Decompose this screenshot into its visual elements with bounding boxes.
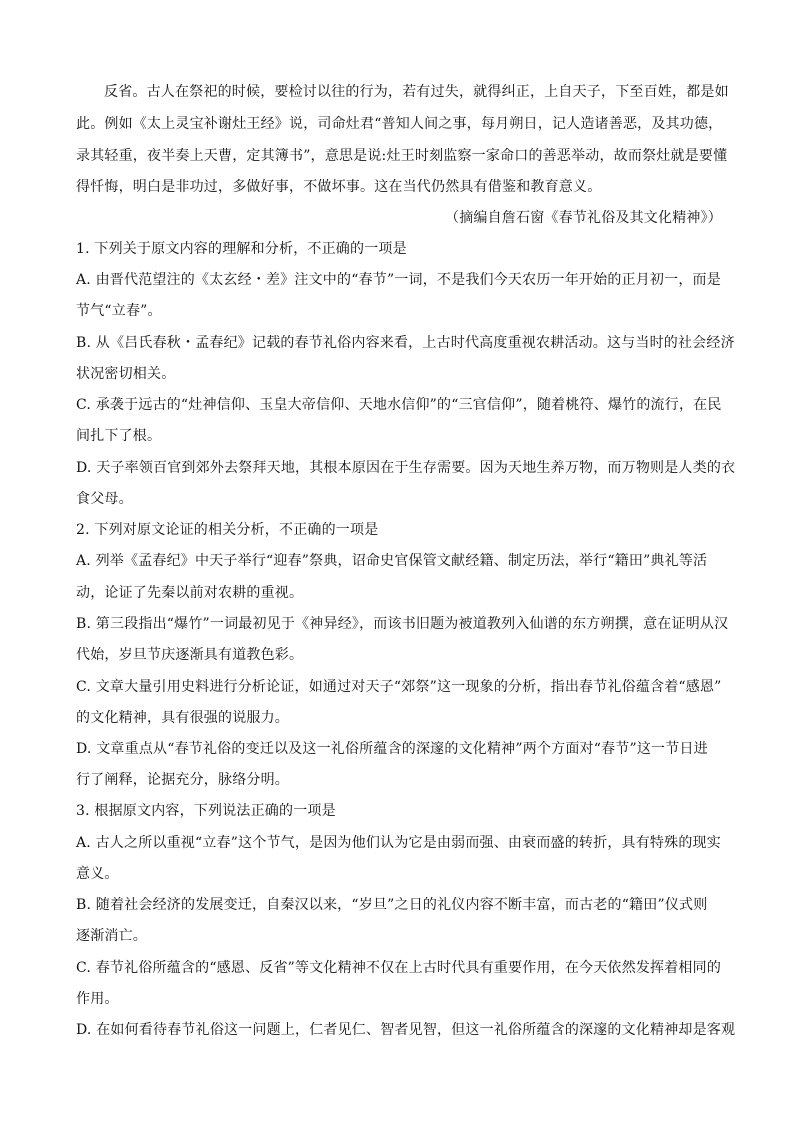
question-2-option-a-line-1: A. 列举《孟春纪》中天子举行“迎春”祭典，诏命史官保管文献经籍、制定历法，举行“籍田”典礼等活 [76, 553, 708, 569]
passage-line-1: 反省。古人在祭祀的时候，要检讨以往的行为，若有过失，就得纠正，上自天子，下至百姓，都是如 [104, 84, 729, 100]
passage-line-2: 此。例如《太上灵宝补谢灶王经》说，司命灶君“普知人间之事，每月朔日，记人造诸善恶，及其功德， [76, 116, 723, 132]
question-1-option-c-line-2: 间扎下了根。 [76, 428, 162, 444]
question-1-option-d-line-2: 食父母。 [76, 491, 133, 507]
passage-source: （摘编自詹石窗《春节礼俗及其文化精神》） [445, 210, 722, 226]
question-1-option-a-line-1: A. 由晋代范望注的《太玄经・差》注文中的“春节”一词，不是我们今天农历一年开始的正月初一，而是 [76, 272, 721, 288]
question-2-stem: 2. 下列对原文论证的相关分析，不正确的一项是 [76, 522, 379, 538]
question-2-option-b-line-1: B. 第三段指出“爆竹”一词最初见于《神异经》，而该书旧题为被道教列入仙谱的东方朔撰，意在证明从汉 [76, 616, 729, 632]
question-1-option-d-line-1: D. 天子率领百官到郊外去祭拜天地，其根本原因在于生存需要。因为天地生养万物，而万物则是人类的衣 [76, 460, 736, 476]
question-1-option-b-line-1: B. 从《吕氏春秋・孟春纪》记载的春节礼俗内容来看，上古时代高度重视农耕活动。这与当时的社会经济 [76, 335, 735, 351]
question-3-option-a-line-2: 意义。 [76, 866, 119, 882]
question-1-option-a-line-2: 节气“立春”。 [76, 303, 162, 319]
question-2-option-d-line-1: D. 文章重点从“春节礼俗的变迁以及这一礼俗所蕴含的深邃的文化精神”两个方面对“春节”这一节日进 [76, 741, 708, 757]
passage-line-4: 得忏悔，明白是非功过，多做好事，不做坏事。这在当代仍然具有借鉴和教育意义。 [76, 179, 602, 195]
question-3-option-c-line-1: C. 春节礼俗所蕴含的“感恩、反省”等文化精神不仅在上古时代具有重要作用，在今天依然发挥着相同的 [76, 960, 722, 976]
passage-line-3: 录其轻重，夜半奏上天曹，定其簿书”，意思是说:灶王时刻监察一家命口的善恶举动，故而祭灶就是要懂 [76, 148, 728, 164]
question-3-option-b-line-1: B. 随着社会经济的发展变迁，自秦汉以来，“岁旦”之日的礼仪内容不断丰富，而古老的“籍田”仪式则 [76, 897, 708, 913]
question-2-option-d-line-2: 行了阐释，论据充分，脉络分明。 [76, 772, 289, 788]
question-1-stem: 1. 下列关于原文内容的理解和分析，不正确的一项是 [76, 241, 407, 257]
question-2-option-a-line-2: 动，论证了先秦以前对农耕的重视。 [76, 585, 304, 601]
question-1-option-c-line-1: C. 承袭于远古的“灶神信仰、玉皇大帝信仰、天地水信仰”的“三官信仰”，随着桃符、爆竹的流行，在民 [76, 397, 722, 413]
question-2-option-b-line-2: 代始，岁旦节庆逐渐具有道教色彩。 [76, 647, 304, 663]
question-3-option-b-line-2: 逐渐消亡。 [76, 928, 147, 944]
question-3-stem: 3. 根据原文内容，下列说法正确的一项是 [76, 803, 336, 819]
question-2-option-c-line-2: 的文化精神，具有很强的说服力。 [76, 710, 289, 726]
question-2-option-c-line-1: C. 文章大量引用史料进行分析论证，如通过对天子“郊祭”这一现象的分析，指出春节礼俗蕴含着“感恩” [76, 679, 722, 695]
question-3-option-a-line-1: A. 古人之所以重视“立春”这个节气，是因为他们认为它是由弱而强、由衰而盛的转折，具有特殊的现实 [76, 835, 721, 851]
question-1-option-b-line-2: 状况密切相关。 [76, 366, 176, 382]
question-3-option-c-line-2: 作用。 [76, 991, 119, 1007]
question-3-option-d-line-1: D. 在如何看待春节礼俗这一问题上，仁者见仁、智者见智，但这一礼俗所蕴含的深邃的文化精神却是客观 [76, 1022, 736, 1038]
